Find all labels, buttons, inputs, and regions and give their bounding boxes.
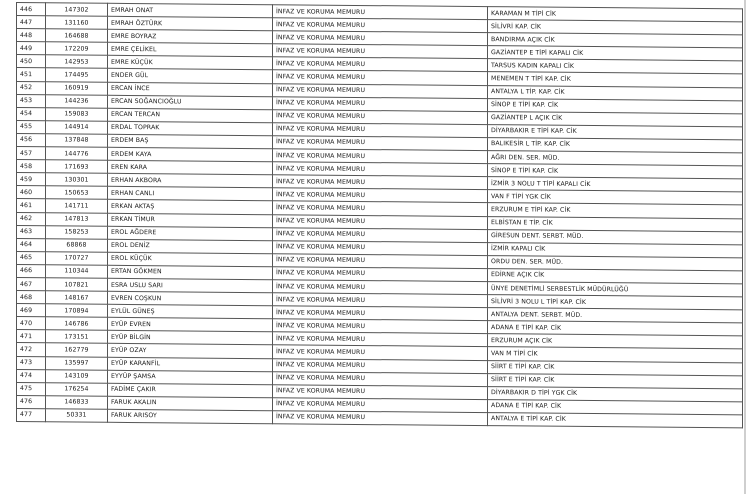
person-name: ERTAN GÖKMEN [108, 265, 273, 280]
row-number: 469 [17, 304, 46, 317]
job-title: İNFAZ VE KORUMA MEMURU [273, 123, 488, 138]
job-title: İNFAZ VE KORUMA MEMURU [273, 31, 488, 46]
row-number: 464 [17, 238, 46, 251]
registry-number: 144776 [46, 147, 108, 161]
registry-number: 148167 [46, 291, 108, 305]
registry-number: 142953 [46, 55, 108, 69]
registry-number: 147302 [46, 3, 108, 17]
row-number: 471 [17, 330, 46, 343]
row-number: 476 [17, 395, 46, 408]
row-number: 453 [17, 94, 46, 107]
person-name: ERCAN TERCAN [108, 108, 273, 123]
registry-number: 164688 [46, 29, 108, 43]
job-title: İNFAZ VE KORUMA MEMURU [273, 293, 488, 308]
row-number: 451 [17, 68, 46, 81]
registry-number: 147813 [46, 212, 108, 226]
registry-number: 50331 [46, 409, 108, 423]
assigned-institution: SİNOP E TİPİ KAP. CİK [488, 164, 743, 179]
assigned-institution: AĞRI DEN. SER. MÜD. [488, 151, 743, 166]
person-name: ERCAN İNCE [108, 82, 273, 97]
registry-number: 137848 [46, 134, 108, 148]
assigned-institution: GAZİANTEP L AÇIK CİK [488, 111, 743, 126]
job-title: İNFAZ VE KORUMA MEMURU [273, 384, 488, 399]
job-title: İNFAZ VE KORUMA MEMURU [273, 149, 488, 164]
person-name: EMRE BOYRAZ [108, 29, 273, 44]
registry-number: 170727 [46, 252, 108, 266]
row-number: 473 [17, 356, 46, 369]
row-number: 454 [17, 107, 46, 120]
assigned-institution: KARAMAN M TİPİ CİK [488, 7, 743, 22]
assigned-institution: SİLİVRİ KAP. CİK [488, 20, 743, 35]
personnel-table-body [17, 3, 743, 428]
job-title: İNFAZ VE KORUMA MEMURU [273, 240, 488, 255]
assigned-institution: SİNOP E TİPİ KAP. CİK [488, 98, 743, 113]
assigned-institution: SİİRT E TİPİ KAP. CİK [488, 360, 743, 375]
person-name: ERKAN TİMUR [108, 213, 273, 228]
row-number: 475 [17, 382, 46, 395]
person-name: ERDEM KAYA [108, 147, 273, 162]
job-title: İNFAZ VE KORUMA MEMURU [273, 345, 488, 360]
registry-number: 158253 [46, 225, 108, 239]
registry-number: 131160 [46, 16, 108, 30]
row-number: 461 [17, 199, 46, 212]
job-title: İNFAZ VE KORUMA MEMURU [273, 398, 488, 413]
assigned-institution: ANTALYA E TİPİ KAP. CİK [488, 413, 743, 428]
person-name: ERHAN CANLI [108, 187, 273, 202]
assigned-institution: SİLİVRİ 3 NOLU L TİPİ KAP. CİK [488, 295, 743, 310]
job-title: İNFAZ VE KORUMA MEMURU [273, 332, 488, 347]
row-number: 462 [17, 212, 46, 225]
assigned-institution: DİYARBAKIR D TİPİ YGK CİK [488, 386, 743, 401]
assigned-institution: ADANA E TİPİ KAP. CİK [488, 399, 743, 414]
assigned-institution: GAZİANTEP E TİPİ KAPALI CİK [488, 46, 743, 61]
job-title: İNFAZ VE KORUMA MEMURU [273, 306, 488, 321]
person-name: ERDAL TOPRAK [108, 121, 273, 136]
row-number: 466 [17, 264, 46, 277]
assigned-institution: EDİRNE AÇIK CİK [488, 268, 743, 283]
assigned-institution: VAN F TİPİ YGK CİK [488, 190, 743, 205]
row-number: 472 [17, 343, 46, 356]
row-number: 467 [17, 277, 46, 290]
registry-number: 171693 [46, 160, 108, 174]
row-number: 477 [17, 408, 46, 421]
assigned-institution: ANTALYA DENT. SERBT. MÜD. [488, 308, 743, 323]
assigned-institution: TARSUS KADIN KAPALI CİK [488, 59, 743, 74]
job-title: İNFAZ VE KORUMA MEMURU [273, 136, 488, 151]
job-title: İNFAZ VE KORUMA MEMURU [273, 280, 488, 295]
assigned-institution: ERZURUM AÇIK CİK [488, 334, 743, 349]
assigned-institution: ELBİSTAN E TİP. CİK [488, 216, 743, 231]
person-name: EYÜP BİLGİN [108, 331, 273, 346]
assigned-institution: ORDU DEN. SER. MÜD. [488, 255, 743, 270]
registry-number: 146833 [46, 396, 108, 410]
assigned-institution: GİRESUN DENT. SERBT. MÜD. [488, 229, 743, 244]
person-name: EMRE ÇELİKEL [108, 43, 273, 58]
person-name: EYLÜL GÜNEŞ [108, 304, 273, 319]
registry-number: 162779 [46, 343, 108, 357]
job-title: İNFAZ VE KORUMA MEMURU [273, 201, 488, 216]
row-number: 470 [17, 317, 46, 330]
registry-number: 176254 [46, 382, 108, 396]
assigned-institution: ERZURUM E TİPİ KAP. CİK [488, 203, 743, 218]
row-number: 452 [17, 81, 46, 94]
person-name: EMRAH ÖZTÜRK [108, 16, 273, 31]
page-edge [744, 0, 746, 494]
row-number: 465 [17, 251, 46, 264]
person-name: ERDEM BAŞ [108, 134, 273, 149]
registry-number: 174495 [46, 68, 108, 82]
registry-number: 110344 [46, 265, 108, 279]
assigned-institution: ÜNYE DENETİMLİ SERBESTLİK MÜDÜRLÜĞÜ [488, 282, 743, 297]
registry-number: 172209 [46, 42, 108, 56]
person-name: ERHAN AKBORA [108, 174, 273, 189]
assigned-institution: İZMİR 3 NOLU T TİPİ KAPALI CİK [488, 177, 743, 192]
job-title: İNFAZ VE KORUMA MEMURU [273, 358, 488, 373]
job-title: İNFAZ VE KORUMA MEMURU [273, 227, 488, 242]
registry-number: 141711 [46, 199, 108, 213]
job-title: İNFAZ VE KORUMA MEMURU [273, 175, 488, 190]
job-title: İNFAZ VE KORUMA MEMURU [273, 214, 488, 229]
person-name: EMRAH ONAT [108, 3, 273, 18]
assigned-institution: İZMİR KAPALI CİK [488, 242, 743, 257]
row-number: 449 [17, 42, 46, 55]
registry-number: 144914 [46, 121, 108, 135]
assigned-institution: SİİRT E TİPİ KAP. CİK [488, 373, 743, 388]
person-name: EYYÜP ŞAMSA [108, 370, 273, 385]
assigned-institution: DİYARBAKIR E TİPİ KAP. CİK [488, 124, 743, 139]
document-page [16, 0, 743, 494]
job-title: İNFAZ VE KORUMA MEMURU [273, 5, 488, 20]
row-number: 474 [17, 369, 46, 382]
job-title: İNFAZ VE KORUMA MEMURU [273, 109, 488, 124]
registry-number: 143109 [46, 369, 108, 383]
row-number: 446 [17, 3, 46, 16]
job-title: İNFAZ VE KORUMA MEMURU [273, 70, 488, 85]
job-title: İNFAZ VE KORUMA MEMURU [273, 319, 488, 334]
person-name: ERCAN SOĞANCIOĞLU [108, 95, 273, 110]
job-title: İNFAZ VE KORUMA MEMURU [273, 162, 488, 177]
job-title: İNFAZ VE KORUMA MEMURU [273, 96, 488, 111]
row-number: 458 [17, 160, 46, 173]
person-name: ESRA USLU SARI [108, 278, 273, 293]
row-number: 450 [17, 55, 46, 68]
row-number: 457 [17, 147, 46, 160]
job-title: İNFAZ VE KORUMA MEMURU [273, 18, 488, 33]
assigned-institution: ANTALYA L TİP. KAP. CİK [488, 85, 743, 100]
job-title: İNFAZ VE KORUMA MEMURU [273, 411, 488, 426]
row-number: 455 [17, 120, 46, 133]
registry-number: 159083 [46, 108, 108, 122]
job-title: İNFAZ VE KORUMA MEMURU [273, 57, 488, 72]
job-title: İNFAZ VE KORUMA MEMURU [273, 371, 488, 386]
job-title: İNFAZ VE KORUMA MEMURU [273, 83, 488, 98]
row-number: 459 [17, 173, 46, 186]
registry-number: 68868 [46, 238, 108, 252]
job-title: İNFAZ VE KORUMA MEMURU [273, 188, 488, 203]
person-name: EROL KÜÇÜK [108, 252, 273, 267]
row-number: 468 [17, 291, 46, 304]
registry-number: 146786 [46, 317, 108, 331]
person-name: EYÜP EVREN [108, 318, 273, 333]
row-number: 447 [17, 16, 46, 29]
registry-number: 130301 [46, 173, 108, 187]
registry-number: 150653 [46, 186, 108, 200]
assigned-institution: VAN M TİPİ CİK [488, 347, 743, 362]
person-name: EROL DENİZ [108, 239, 273, 254]
person-name: ERKAN AKTAŞ [108, 200, 273, 215]
row-number: 456 [17, 133, 46, 146]
person-name: EMRE KÜÇÜK [108, 56, 273, 71]
row-number: 460 [17, 186, 46, 199]
job-title: İNFAZ VE KORUMA MEMURU [273, 267, 488, 282]
person-name: FARUK ARISOY [108, 409, 273, 424]
person-name: EVREN COŞKUN [108, 291, 273, 306]
row-number: 463 [17, 225, 46, 238]
person-name: EREN KARA [108, 160, 273, 175]
job-title: İNFAZ VE KORUMA MEMURU [273, 44, 488, 59]
assigned-institution: BALIKESİR L TİP. KAP. CİK [488, 138, 743, 153]
person-name: EYÜP OZAY [108, 344, 273, 359]
registry-number: 173151 [46, 330, 108, 344]
personnel-table [16, 2, 743, 428]
assigned-institution: BANDIRMA AÇIK CİK [488, 33, 743, 48]
person-name: ENDER GÜL [108, 69, 273, 84]
registry-number: 144236 [46, 94, 108, 108]
assigned-institution: MENEMEN T TİPİ KAP. CİK [488, 72, 743, 87]
registry-number: 170894 [46, 304, 108, 318]
person-name: FARUK AKALIN [108, 396, 273, 411]
person-name: FADİME ÇAKIR [108, 383, 273, 398]
row-number: 448 [17, 29, 46, 42]
person-name: EROL AĞDERE [108, 226, 273, 241]
assigned-institution: ADANA E TİPİ KAP. CİK [488, 321, 743, 336]
registry-number: 107821 [46, 278, 108, 292]
job-title: İNFAZ VE KORUMA MEMURU [273, 254, 488, 269]
person-name: EYÜP KARANFİL [108, 357, 273, 372]
registry-number: 135997 [46, 356, 108, 370]
registry-number: 160919 [46, 81, 108, 95]
